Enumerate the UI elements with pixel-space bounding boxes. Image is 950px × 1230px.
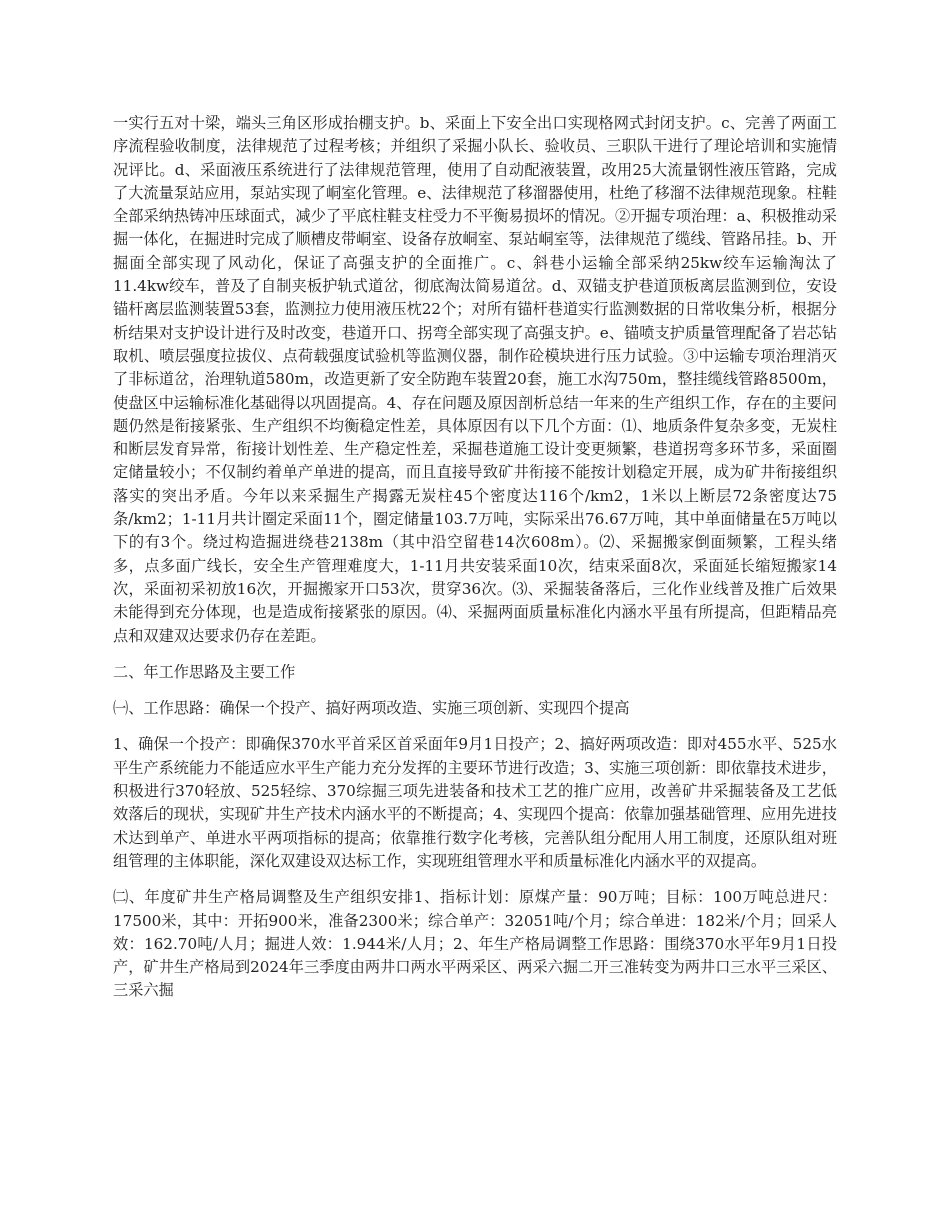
body-paragraph-1: 一实行五对十梁，端头三角区形成抬棚支护。b、采面上下安全出口实现格网式封闭支护。c、完善了两面工序流程验收制度，法律规范了过程考核；并组织了采掘小队长、验收员、三职队干进行了理论培训和实施情况评比。d、采面液压系统进行了法律规范管理，使用了自动配液装置，改用25大流量钢性液压管路，完成了大流量泵站应用，泵站实现了峒室化管理。e、法律规范了移溜器使用，杜绝了移溜不法律规范现象。柱鞋全部采纳热铸冲压球面式，减少了平底柱鞋支柱受力不平衡易损坏的情况。②开掘专项治理：a、积极推动采掘一体化，在掘进时完成了顺槽皮带峒室、设备存放峒室、泵站峒室等，法律规范了缆线、管路吊挂。b、开掘面全部实现了风动化，保证了高强支护的全面推广。c、斜巷小运输全部采纳25kw绞车运输淘汰了11.4kw绞车，普及了自制夹板护轨式道岔，彻底淘汰简易道岔。d、双锚支护巷道顶板离层监测到位，安设锚杆离层监测装置53套，监测拉力使用液压枕22个；对所有锚杆巷道实行监测数据的日常收集分析，根据分析结果对支护设计进行及时改变，巷道开口、拐弯全部实现了高强支护。e、锚喷支护质量管理配备了岩芯钻取机、喷层强度拉拔仪、点荷载强度试验机等监测仪器，制作砼模块进行压力试验。③中运输专项治理消灭了非标道岔，治理轨道580m，改造更新了安全防跑车装置20套，施工水沟750m，整挂缆线管路8500m，使盘区中运输标准化基础得以巩固提高。4、存在问题及原因剖析总结一年来的生产组织工作，存在的主要问题仍然是衔接紧张、生产组织不均衡稳定性差，具体原因有以下几个方面：⑴、地质条件复杂多变，无炭柱和断层发育异常，衔接计划性差、生产稳定性差，采掘巷道施工设计变更频繁，巷道拐弯多环节多，采面圈定储量较小；不仅制约着单产单进的提高，而且直接导致矿井衔接不能按计划稳定开展，成为矿井衔接组织落实的突出矛盾。今年以来采掘生产揭露无炭柱45个密度达116个/km2，1米以上断层72条密度达75条/km2；1-11月共计圈定采面11个，圈定储量103.7万吨，实际采出76.67万吨，其中单面储量在5万吨以下的有3个。绕过构造掘进绕巷2138m（其中沿空留巷14次608m）。⑵、采掘搬家倒面频繁，工程头绪多，点多面广线长，安全生产管理难度大，1-11月共安装采面10次，结束采面8次，采面延长缩短搬家14次，采面初采初放16次，开掘搬家开口53次，贯穿36次。⑶、采掘装备落后，三化作业线普及推广后效果未能得到充分体现，也是造成衔接紧张的原因。⑷、采掘两面质量标准化内涵水平虽有所提高，但距精品亮点和双建双达要求仍存在差距。 [113,114,837,645]
section-heading: 二、年工作思路及主要工作 [113,662,296,681]
subsection-heading: ㈠、工作思路：确保一个投产、搞好两项改造、实施三项创新、实现四个提高 [113,699,630,718]
body-paragraph-3: ㈡、年度矿井生产格局调整及生产组织安排1、指标计划：原煤产量：90万吨；目标：100万吨总进尺：17500米，其中：开拓900米，准备2300米；综合单产：32051吨/个月；综合单进：182米/个月；回采人效：162.70吨/人月；掘进人效：1.944米/人月；2、年生产格局调整工作思路：围绕370水平年9月1日投产，矿井生产格局到2024年三季度由两井口两水平两采区、两采六掘二开三准转变为两井口三水平三采区、三采六掘 [113,888,837,1000]
body-paragraph-2: 1、确保一个投产：即确保370水平首采区首采面年9月1日投产；2、搞好两项改造：即对455水平、525水平生产系统能力不能适应水平生产能力充分发挥的主要环节进行改造；3、实施三项创新：即依靠技术进步，积极进行370轻放、525轻综、370综掘三项先进装备和技术工艺的推广应用，改善矿井采掘装备及工艺低效落后的现状，实现矿井生产技术内涵水平的不断提高；4、实现四个提高：依靠加强基础管理、应用先进技术达到单产、单进水平两项指标的提高；依靠推行数字化考核，完善队组分配用人用工制度，还原队组对班组管理的主体职能，深化双建设双达标工作，实现班组管理水平和质量标准化内涵水平的双提高。 [113,735,837,870]
document-page [113,112,837,1016]
